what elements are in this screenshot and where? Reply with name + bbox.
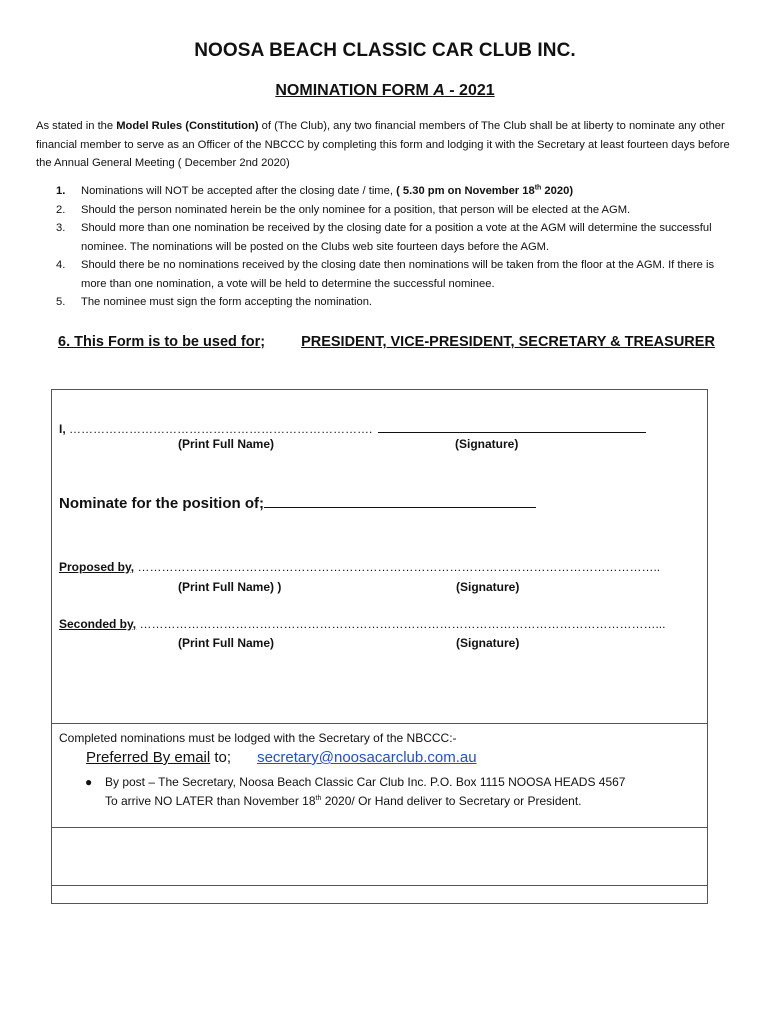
- rule-item: 5. The nominee must sign the form accepting the nomination.: [56, 296, 373, 308]
- form-subtitle: NOMINATION FORM A - 2021: [275, 82, 495, 99]
- divider: [52, 827, 707, 828]
- print-name-caption: (Print Full Name): [178, 437, 275, 451]
- rule-item: 4. Should there be no nominations received by the closing date then nominations will be taken from the floor at the AGM. If there is more than one nomination, a vote will be held to determine the successful nominee.: [56, 259, 715, 290]
- print-name-caption: (Print Full Name): [178, 636, 275, 650]
- signature-caption: (Signature): [456, 580, 520, 594]
- print-name-caption: (Print Full Name) ): [178, 580, 282, 594]
- divider: [52, 723, 707, 724]
- bullet-icon: ●: [85, 775, 93, 789]
- form-title: NOOSA BEACH CLASSIC CAR CLUB INC.: [194, 40, 576, 61]
- rule-item: 1. Nominations will NOT be accepted after the closing date / time, ( 5.30 pm on November 18th 2020): [56, 184, 574, 197]
- email-link[interactable]: secretary@noosacarclub.com.au: [257, 749, 477, 766]
- rule-item: 2. Should the person nominated herein be the only nominee for a position, that person will be elected at the AGM.: [56, 203, 631, 216]
- lodging-instructions: Completed nominations must be lodged with the Secretary of the NBCCC:-: [59, 731, 457, 745]
- nominate-position-field[interactable]: Nominate for the position of;: [59, 493, 536, 512]
- rule-6-positions: 6. This Form is to be used for; PRESIDENT, VICE-PRESIDENT, SECRETARY & TREASURER: [58, 334, 715, 350]
- divider: [52, 885, 707, 886]
- intro-paragraph: As stated in the Model Rules (Constitution) of (The Club), any two financial members of The Club shall be at liberty to nominate any other financial member to serve as an Officer of the NBCCC by completing this form and lodging it with the Secretary at least fourteen days before the Annual General Meeting ( December 2nd 2020): [36, 120, 730, 169]
- nomination-form-box: I, …………………………………………………………………. (Print Full Name) (Signature) Nominate for the position of; Proposed by, ………………………………………………………………………………………………………………….. (Print Full Name) ) (Signature) Seconded by, …………………………………………………………………………………………………………………... (Print Full Name) (Signature) Completed nominations must be lodged with the Secretary of the NBCCC:- Preferred By email to; secretary@noosacarclub.com.au ● By post – The Secretary, Noosa Beach Classic Car Club Inc. P.O. Box 1115 NOOSA HEADS 4567 To arrive NO LATER than November 18th 2020/ Or Hand deliver to Secretary or President.: [51, 389, 708, 904]
- rule-item: 3. Should more than one nomination be received by the closing date for a position a vote at the AGM will determine the successful nominee. The nominations will be posted on the Clubs web site fourteen days before the AGM.: [56, 222, 712, 253]
- signature-caption: (Signature): [455, 437, 519, 451]
- seconded-by-line[interactable]: Seconded by, …………………………………………………………………………………………………………………...: [59, 617, 666, 631]
- rules-list: [56, 182, 736, 312]
- signature-caption: (Signature): [456, 636, 520, 650]
- nominee-name-line[interactable]: I, ………………………………………………………………….: [59, 420, 646, 436]
- preferred-email-line: Preferred By email to; secretary@noosacarclub.com.au: [86, 749, 477, 766]
- nominee-signature-line[interactable]: [378, 420, 646, 433]
- proposed-by-line[interactable]: Proposed by, …………………………………………………………………………………………………………………..: [59, 560, 661, 574]
